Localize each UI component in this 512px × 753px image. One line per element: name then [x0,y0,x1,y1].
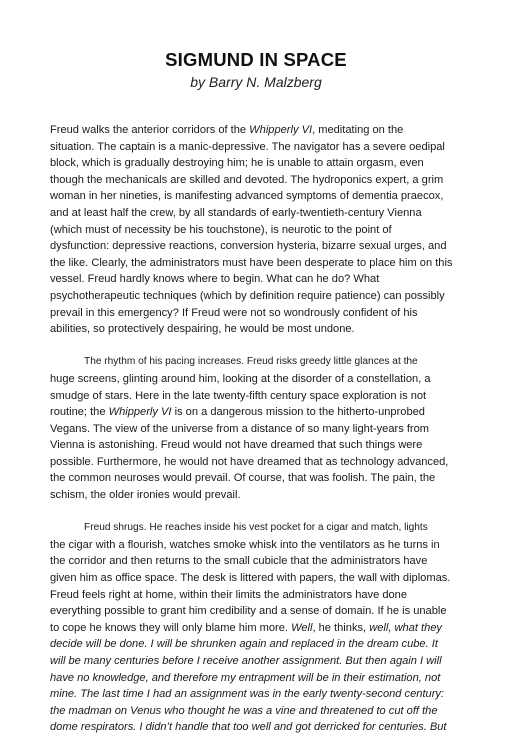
italic-text: Whipperly VI [108,406,172,419]
italic-text: Whipperly VI [249,124,313,136]
text-line [50,388,470,405]
text-line [50,670,470,687]
story-title: SIGMUND IN SPACE [165,49,347,70]
text-line [50,470,470,487]
text-line [50,188,470,205]
text-run: vessel. Freud hardly knows where to begin. What can he do? What [50,273,380,286]
italic-text: mine. The last time I had an assignment was in the early twenty-second century: [50,688,445,701]
text-run: , he thinks, [312,621,370,634]
text-line [50,222,470,239]
text-run: Freud walks the anterior corridors of the [50,124,250,136]
text-run: prevail in this emergency? If Freud were not so wondrously confident of his [50,306,418,319]
text-line [50,271,470,288]
text-run: Freud feels right at home, within their limits the administrators have done [50,588,408,601]
text-line [50,371,470,388]
italic-text: Well [291,621,313,634]
text-run: abilities, so protectively despairing, he would be most undone. [50,323,355,336]
text-run: everything possible to grant him credibility and a sense of domain. If he is unable [50,605,447,618]
text-line [50,454,470,471]
text-line [50,305,470,322]
italic-text: the madman on Venus who thought he was a vine and threatened to cut off the [50,704,438,717]
paragraph-3 [50,520,470,736]
paragraph-2 [50,354,470,503]
text-run: psychotherapeutic techniques (which by definition require patience) can possibly [50,289,445,302]
text-run: (which must of necessity be his touchstone), is neurotic to the point of [50,223,392,236]
text-line [50,255,470,272]
text-run: dysfunction: depressive reactions, conversion hysteria, bizarre sexual urges, and [50,240,447,253]
text-line [50,686,470,703]
text-run: the corridor and then returns to the small cubicle that the administrators have [50,555,428,568]
text-run: , meditating on the [312,124,404,136]
text-run: possible. Furthermore, he would not have dreamed that as technology advanced, [50,455,449,468]
text-run: Vegans. The view of the universe from a distance of so many light-years from [50,422,430,435]
text-run: to cope he knows they will only blame him more. [50,621,292,634]
text-run: block, which is gradually destroying him; he is unable to attain orgasm, even [50,157,424,170]
story-byline: by Barry N. Malzberg [190,74,322,90]
text-line [50,653,470,670]
text-run: huge screens, glinting around him, looking at the disorder of a constellation, a [50,372,431,385]
paragraph-1 [50,122,470,338]
italic-text: well, what they [369,621,442,634]
text-line [50,719,470,736]
text-run: smudge of stars. Here in the late twenty-fifth century space exploration is not [50,389,427,402]
text-line [50,238,470,255]
text-line [50,172,470,189]
text-line [50,487,470,504]
text-line [50,620,470,637]
text-line [50,421,470,438]
text-run: schism, the older ironies would prevail. [50,489,241,502]
text-line [50,537,470,554]
text-line [50,520,470,537]
text-line [50,205,470,222]
italic-text: have no knowledge, and therefore my entrapment will be in their estimation, not [50,671,441,684]
text-run: situation. The captain is a manic-depressive. The navigator has a severe oedipal [50,140,445,153]
text-run: the like. Clearly, the administrators must have been desperate to place him on this [50,256,453,269]
text-run: The rhythm of his pacing increases. Freud risks greedy little glances at the [84,356,418,368]
text-line [50,570,470,587]
text-line [50,404,470,421]
text-run: is on a dangerous mission to the hitherto-unprobed [171,406,425,419]
italic-text: decide will be done. I will be shrunken again and replaced in the dream cube. It [50,638,438,651]
text-line [50,636,470,653]
text-run: Vienna is astonishing. Freud would not have dreamed that such things were [50,439,423,452]
italic-text: will be many centuries before I receive another assignment. But then again I will [50,655,442,667]
text-run: Freud shrugs. He reaches inside his vest pocket for a cigar and match, lights [84,522,428,534]
text-line [50,703,470,720]
text-run: routine; the [50,406,109,419]
text-line [50,122,470,139]
text-run: the cigar with a flourish, watches smoke whisk into the ventilators as he turns in [50,538,440,551]
text-line [50,587,470,604]
text-run: though the mechanicals are skilled and devoted. The hydroponics expert, a grim [50,173,444,186]
text-line [50,155,470,172]
text-line [50,603,470,620]
italic-text: dome respirators. I didn’t handle that too well and got derricked for centuries. But [50,721,447,734]
text-run: the common neuroses would prevail. Of course, that was foolish. The pain, the [50,472,436,485]
text-run: woman in her nineties, is manifesting advanced symptoms of dementia praecox, [50,190,444,203]
text-line [50,354,470,371]
text-line [50,288,470,305]
text-line [50,321,470,338]
story-body [50,122,470,753]
text-line [50,437,470,454]
text-run: and at least half the crew, by all standards of early-twentieth-century Vienna [50,206,422,219]
text-line [50,553,470,570]
text-run: given him as office space. The desk is littered with papers, the wall with diplomas. [50,572,451,585]
text-line [50,139,470,156]
